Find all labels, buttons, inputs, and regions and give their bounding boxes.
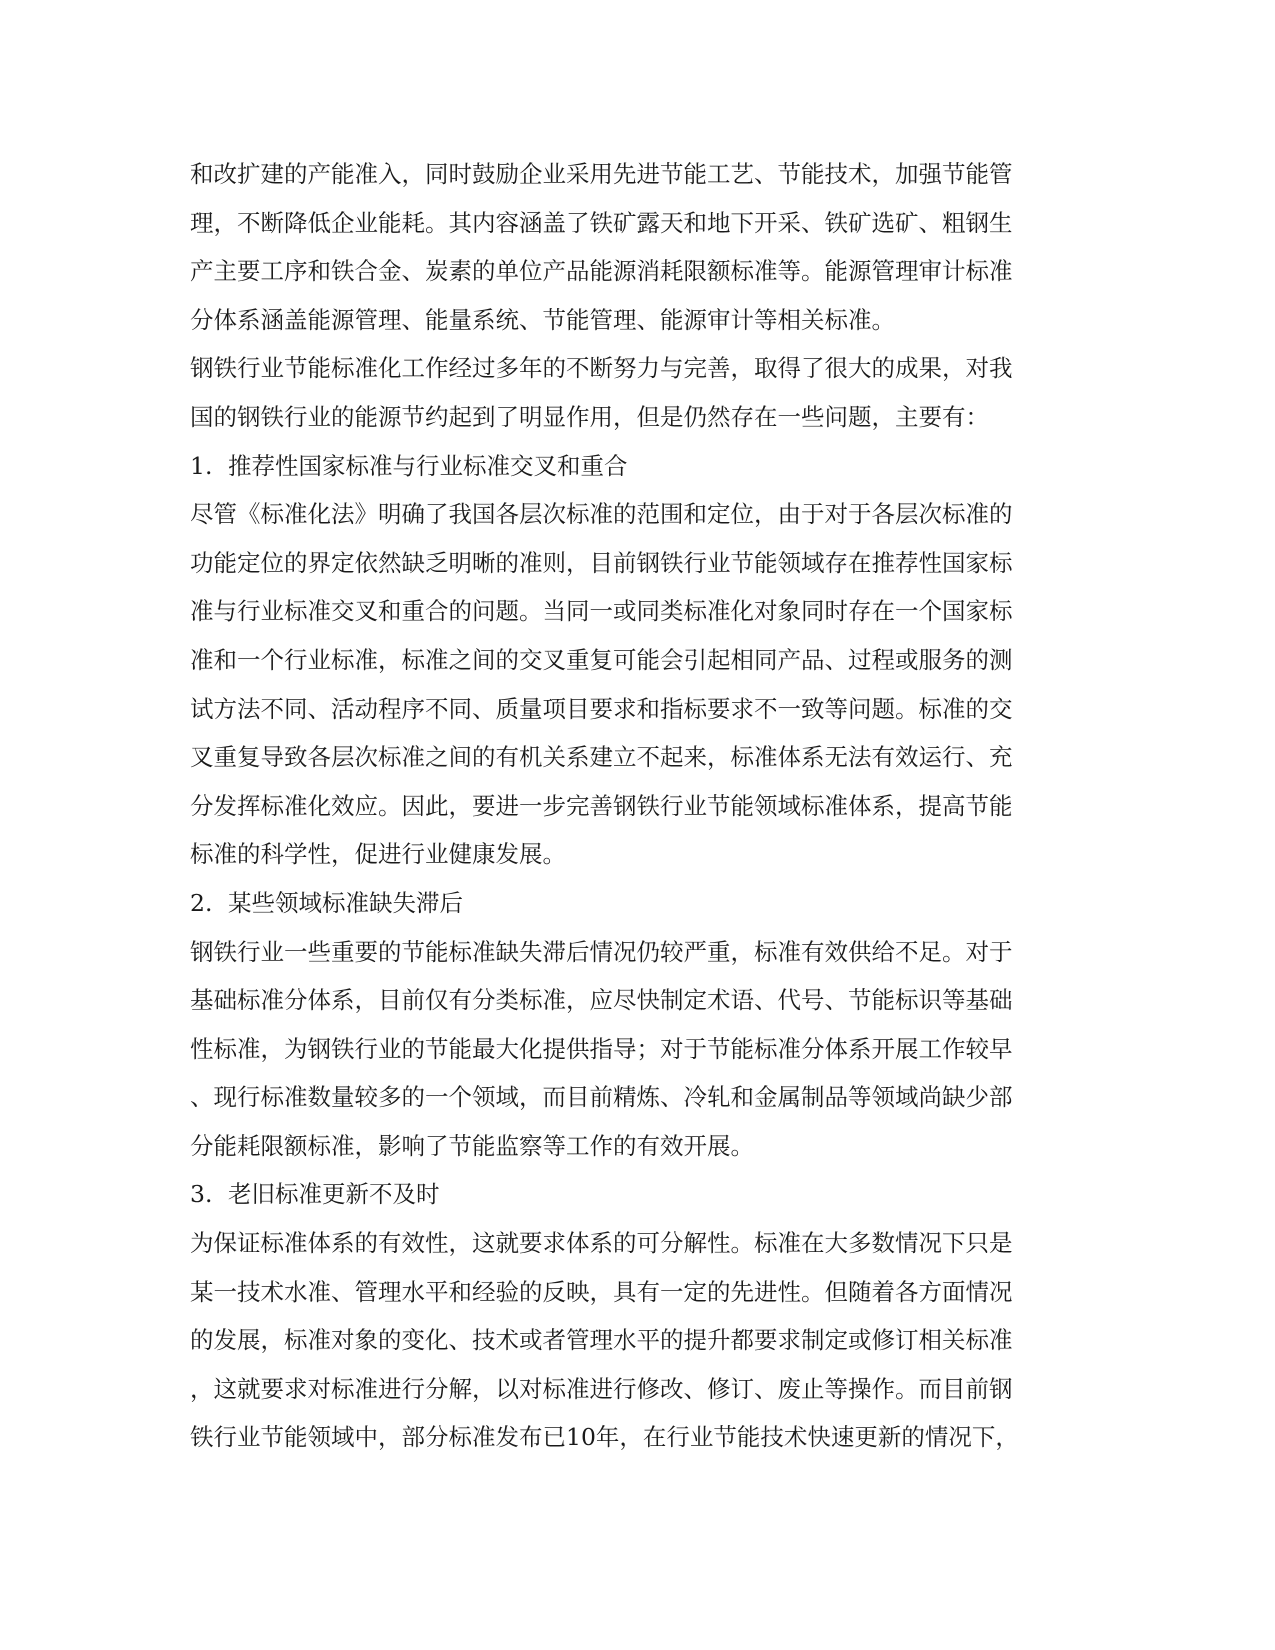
document-page xyxy=(190,150,1060,1462)
paragraph-line: 钢铁行业一些重要的节能标准缺失滞后情况仍较严重，标准有效供给不足。对于 xyxy=(190,937,1013,966)
paragraph-line: 理，不断降低企业能耗。其内容涵盖了铁矿露天和地下开采、铁矿选矿、粗钢生 xyxy=(190,208,1013,237)
paragraph-line: 分能耗限额标准，影响了节能监察等工作的有效开展。 xyxy=(190,1131,754,1160)
paragraph-line: 国的钢铁行业的能源节约起到了明显作用，但是仍然存在一些问题，主要有： xyxy=(190,402,989,431)
paragraph-line: 叉重复导致各层次标准之间的有机关系建立不起来，标准体系无法有效运行、充 xyxy=(190,743,1013,772)
paragraph-line: 和改扩建的产能准入，同时鼓励企业采用先进节能工艺、节能技术，加强节能管 xyxy=(190,160,1013,188)
paragraph-line: 钢铁行业节能标准化工作经过多年的不断努力与完善，取得了很大的成果，对我 xyxy=(190,354,1013,383)
paragraph-line: 的发展，标准对象的变化、技术或者管理水平的提升都要求制定或修订相关标准 xyxy=(190,1326,1013,1355)
section-heading-3 xyxy=(190,1170,1060,1219)
section-heading-2 xyxy=(190,879,1060,928)
paragraph-line: 准与行业标准交叉和重合的问题。当同一或同类标准化对象同时存在一个国家标 xyxy=(190,597,1013,626)
paragraph-line: 尽管《标准化法》明确了我国各层次标准的范围和定位，由于对于各层次标准的 xyxy=(190,500,1013,529)
section-title: 推荐性国家标准与行业标准交叉和重合 xyxy=(228,451,628,480)
paragraph-line: 试方法不同、活动程序不同、质量项目要求和指标要求不一致等问题。标准的交 xyxy=(190,694,1013,723)
section-title: 某些领域标准缺失滞后 xyxy=(228,888,463,917)
paragraph-line: 铁行业节能领域中，部分标准发布已10年，在行业节能技术快速更新的情况下， xyxy=(190,1423,1019,1452)
paragraph-line: 准和一个行业标准，标准之间的交叉重复可能会引起相同产品、过程或服务的测 xyxy=(190,645,1013,674)
section-number: 2. xyxy=(190,888,213,917)
section-number: 1. xyxy=(190,451,213,480)
paragraph-line: 产主要工序和铁合金、炭素的单位产品能源消耗限额标准等。能源管理审计标准 xyxy=(190,257,1013,286)
paragraph-line: ，这就要求对标准进行分解，以对标准进行修改、修订、废止等操作。而目前钢 xyxy=(190,1374,1013,1403)
section-title: 老旧标准更新不及时 xyxy=(228,1180,440,1209)
paragraph-line: 基础标准分体系，目前仅有分类标准，应尽快制定术语、代号、节能标识等基础 xyxy=(190,986,1013,1015)
paragraph-line: 、现行标准数量较多的一个领域，而目前精炼、冷轧和金属制品等领域尚缺少部 xyxy=(190,1083,1013,1112)
paragraph-line: 某一技术水准、管理水平和经验的反映，具有一定的先进性。但随着各方面情况 xyxy=(190,1277,1013,1306)
paragraph-line: 性标准，为钢铁行业的节能最大化提供指导；对于节能标准分体系开展工作较早 xyxy=(190,1034,1013,1063)
paragraph-line: 分发挥标准化效应。因此，要进一步完善钢铁行业节能领域标准体系，提高节能 xyxy=(190,791,1013,820)
paragraph-line: 标准的科学性，促进行业健康发展。 xyxy=(190,840,566,869)
paragraph-line: 分体系涵盖能源管理、能量系统、节能管理、能源审计等相关标准。 xyxy=(190,305,895,334)
paragraph-line: 为保证标准体系的有效性，这就要求体系的可分解性。标准在大多数情况下只是 xyxy=(190,1229,1013,1258)
paragraph-line: 功能定位的界定依然缺乏明晰的准则，目前钢铁行业节能领域存在推荐性国家标 xyxy=(190,548,1013,577)
section-number: 3. xyxy=(190,1180,213,1209)
section-heading-1 xyxy=(190,442,1060,491)
